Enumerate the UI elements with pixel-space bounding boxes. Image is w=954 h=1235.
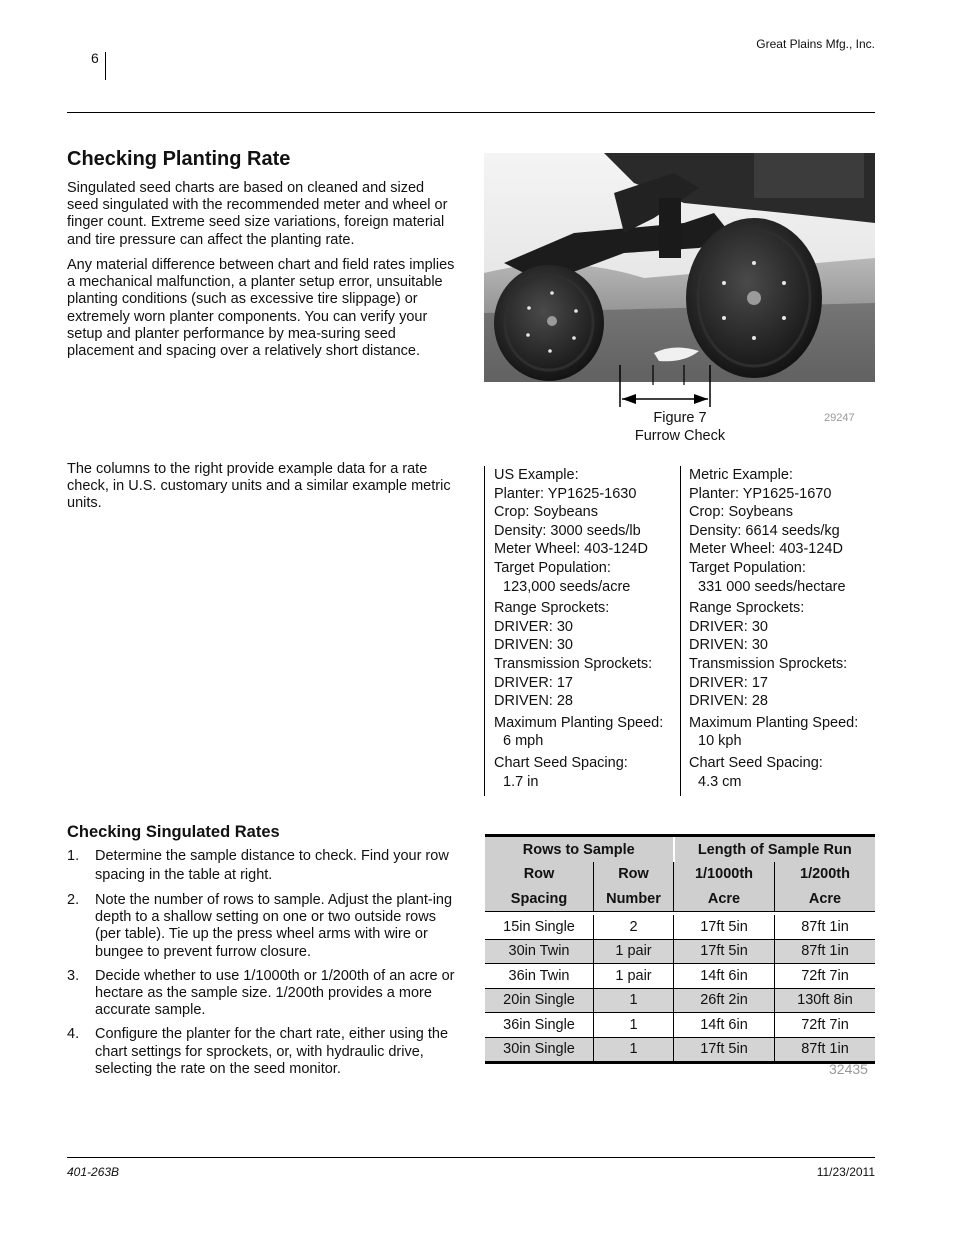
metric-max-speed-label: Maximum Planting Speed: bbox=[689, 714, 859, 731]
us-max-speed-value: 6 mph bbox=[503, 733, 544, 750]
us-range-sprockets-label: Range Sprockets: bbox=[494, 600, 610, 617]
table-cell: 15in Single bbox=[485, 914, 594, 940]
metric-max-speed-value: 10 kph bbox=[698, 733, 742, 750]
metric-example-rule bbox=[680, 466, 681, 796]
subsection-title: Checking Singulated Rates bbox=[67, 823, 280, 841]
table-cell: 1 pair bbox=[594, 939, 674, 964]
table-cell: 1 pair bbox=[594, 964, 674, 989]
metric-planter: Planter: YP1625-1670 bbox=[689, 485, 832, 502]
metric-transmission-label: Transmission Sprockets: bbox=[689, 655, 848, 672]
list-item bbox=[67, 892, 462, 961]
thousandth-acre-header-2: Acre bbox=[674, 886, 775, 914]
table-row bbox=[485, 964, 875, 989]
table-row bbox=[485, 988, 875, 1013]
list-item bbox=[67, 1026, 462, 1078]
company-name: Great Plains Mfg., Inc. bbox=[756, 37, 875, 51]
metric-crop: Crop: Soybeans bbox=[689, 504, 793, 521]
table-cell: 87ft 1in bbox=[775, 914, 876, 940]
table-cell: 26ft 2in bbox=[674, 988, 775, 1013]
table-cell: 30in Twin bbox=[485, 939, 594, 964]
figure-label: Figure 7 bbox=[653, 410, 707, 426]
step-text: Decide whether to use 1/1000th or 1/200th of an acre or hectare as the sample size. 1/200th provides a more accurate sample. bbox=[95, 967, 455, 1019]
table-cell: 1 bbox=[594, 1013, 674, 1038]
rows-to-sample-header: Rows to Sample bbox=[485, 836, 674, 863]
example-intro-paragraph: The columns to the right provide example data for a rate check, in U.S. customary units and a similar example metric units. bbox=[67, 461, 451, 512]
footer-rule bbox=[67, 1157, 875, 1158]
metric-transmission-driver: DRIVER: 17 bbox=[689, 674, 768, 691]
sample-run-length-header: Length of Sample Run bbox=[674, 836, 876, 863]
metric-transmission-driven: DRIVEN: 28 bbox=[689, 693, 768, 710]
intro-paragraph: Singulated seed charts are based on cleaned and sized seed singulated with the recommended meter and wheel or finger count. Extreme seed size variations, foreign material and tire pressure can affect the planting rate. bbox=[67, 180, 448, 248]
metric-density: Density: 6614 seeds/kg bbox=[689, 522, 840, 539]
step-number: 2. bbox=[67, 892, 80, 908]
metric-example-heading: Metric Example: bbox=[689, 467, 793, 483]
table-cell: 87ft 1in bbox=[775, 939, 876, 964]
row-number-header-2: Number bbox=[594, 886, 674, 914]
table-cell: 1 bbox=[594, 988, 674, 1013]
us-crop: Crop: Soybeans bbox=[494, 504, 598, 521]
step-number: 3. bbox=[67, 967, 80, 984]
table-cell: 36in Twin bbox=[485, 964, 594, 989]
figure-id: 29247 bbox=[824, 412, 855, 424]
metric-range-driver: DRIVER: 30 bbox=[689, 618, 768, 635]
metric-seed-spacing-label: Chart Seed Spacing: bbox=[689, 754, 823, 771]
metric-seed-spacing-value: 4.3 cm bbox=[698, 773, 742, 790]
row-spacing-header-2: Spacing bbox=[485, 886, 594, 914]
us-example bbox=[494, 466, 684, 791]
step-text: Note the number of rows to sample. Adjust the plant-ing depth to a shallow setting on one or two outside rows (per table). Tie up the press wheel arms with wire or bungee to prevent furrow closure. bbox=[95, 892, 453, 960]
table-cell: 2 bbox=[594, 914, 674, 940]
table-cell: 17ft 5in bbox=[674, 1037, 775, 1063]
two-hundredth-acre-header: 1/200th bbox=[775, 862, 876, 886]
row-spacing-header: Row bbox=[485, 862, 594, 886]
table-cell: 130ft 8in bbox=[775, 988, 876, 1013]
figure-title: Furrow Check bbox=[634, 427, 726, 444]
step-number: 4. bbox=[67, 1026, 80, 1043]
metric-range-sprockets-label: Range Sprockets: bbox=[689, 600, 805, 617]
us-max-speed-label: Maximum Planting Speed: bbox=[494, 714, 664, 731]
row-number-header: Row bbox=[594, 862, 674, 886]
us-range-driver: DRIVER: 30 bbox=[494, 618, 573, 635]
table-row bbox=[485, 1037, 875, 1063]
table-cell: 14ft 6in bbox=[674, 964, 775, 989]
page-number: 6 bbox=[91, 50, 99, 66]
section-title: Checking Planting Rate bbox=[67, 148, 291, 170]
step-text: Configure the planter for the chart rate, either using the chart settings for sprockets, or, with hydraulic drive, selecting the rate on the seed monitor. bbox=[95, 1026, 449, 1077]
us-meter-wheel: Meter Wheel: 403-124D bbox=[494, 541, 648, 558]
metric-target-population-label: Target Population: bbox=[689, 559, 806, 576]
header-rule bbox=[67, 112, 875, 113]
table-cell: 36in Single bbox=[485, 1013, 594, 1038]
table-row bbox=[485, 939, 875, 964]
table-cell: 17ft 5in bbox=[674, 914, 775, 940]
step-number: 1. bbox=[67, 848, 80, 864]
page-number-divider bbox=[105, 52, 106, 80]
us-planter: Planter: YP1625-1630 bbox=[494, 485, 637, 502]
malfunction-paragraph: Any material difference between chart and field rates implies a mechanical malfunction, a planter setup error, unsuitable planting conditions (such as excessive tire slippage) or extremely worn planter components. You can verify your setup and planter performance by mea-suring seed placement and spacing over a relatively short distance. bbox=[67, 257, 455, 360]
list-item bbox=[67, 968, 462, 1020]
us-range-driven: DRIVEN: 30 bbox=[494, 637, 573, 654]
table-row bbox=[485, 1013, 875, 1038]
us-transmission-driver: DRIVER: 17 bbox=[494, 674, 573, 691]
table-id: 32435 bbox=[829, 1061, 868, 1077]
table-cell: 72ft 7in bbox=[775, 1013, 876, 1038]
table-cell: 30in Single bbox=[485, 1037, 594, 1063]
list-item bbox=[67, 847, 462, 885]
step-text: Determine the sample distance to check. Find your row spacing in the table at right. bbox=[95, 848, 449, 883]
metric-target-population-value: 331 000 seeds/hectare bbox=[698, 578, 846, 595]
table-cell: 72ft 7in bbox=[775, 964, 876, 989]
table-cell: 1 bbox=[594, 1037, 674, 1063]
us-target-population-label: Target Population: bbox=[494, 559, 611, 576]
metric-example bbox=[689, 466, 879, 791]
table-cell: 17ft 5in bbox=[674, 939, 775, 964]
figure-caption bbox=[620, 410, 740, 445]
thousandth-acre-header: 1/1000th bbox=[674, 862, 775, 886]
table-cell: 14ft 6in bbox=[674, 1013, 775, 1038]
planter-furrow-photo bbox=[484, 153, 875, 382]
steps-list bbox=[67, 847, 462, 1085]
two-hundredth-acre-header-2: Acre bbox=[775, 886, 876, 914]
us-density: Density: 3000 seeds/lb bbox=[494, 522, 641, 539]
metric-meter-wheel: Meter Wheel: 403-124D bbox=[689, 541, 843, 558]
sample-run-table bbox=[485, 834, 875, 1064]
table-cell: 87ft 1in bbox=[775, 1037, 876, 1063]
metric-range-driven: DRIVEN: 30 bbox=[689, 637, 768, 654]
document-number: 401-263B bbox=[67, 1165, 120, 1179]
us-transmission-label: Transmission Sprockets: bbox=[494, 655, 653, 672]
us-transmission-driven: DRIVEN: 28 bbox=[494, 693, 573, 710]
document-date: 11/23/2011 bbox=[816, 1165, 875, 1179]
us-example-heading: US Example: bbox=[494, 467, 579, 483]
table-cell: 20in Single bbox=[485, 988, 594, 1013]
us-seed-spacing-label: Chart Seed Spacing: bbox=[494, 754, 628, 771]
furrow-measure-arrow bbox=[618, 365, 712, 407]
us-example-rule bbox=[484, 466, 485, 796]
us-target-population-value: 123,000 seeds/acre bbox=[503, 578, 631, 595]
table-row bbox=[485, 914, 875, 940]
us-seed-spacing-value: 1.7 in bbox=[503, 773, 539, 790]
